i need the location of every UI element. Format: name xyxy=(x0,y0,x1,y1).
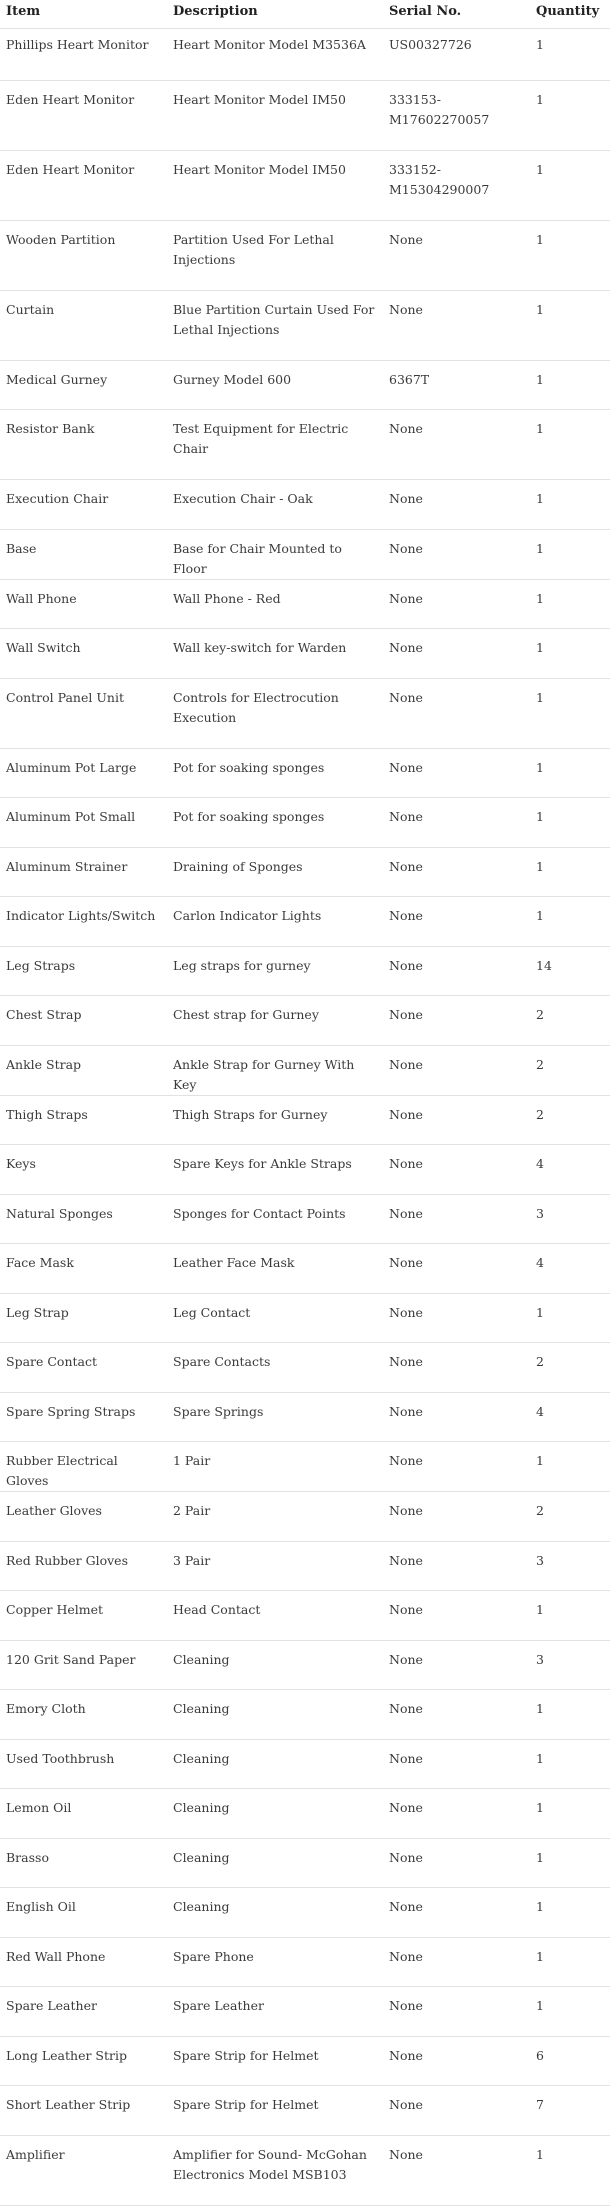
cell-quantity: 1 xyxy=(530,1838,610,1888)
cell-item: Brasso xyxy=(0,1838,167,1888)
cell-item: Leg Straps xyxy=(0,946,167,996)
cell-quantity: 1 xyxy=(530,1739,610,1789)
table-body xyxy=(0,28,610,2205)
cell-item: Execution Chair xyxy=(0,480,167,530)
table-row xyxy=(0,1690,610,1740)
table-row xyxy=(0,2135,610,2205)
table-row xyxy=(0,220,610,290)
cell-item: Wall Phone xyxy=(0,579,167,629)
cell-item: Long Leather Strip xyxy=(0,2036,167,2086)
table-row xyxy=(0,1045,610,1095)
cell-quantity: 1 xyxy=(530,290,610,360)
table-row xyxy=(0,748,610,798)
cell-description: Partition Used For Lethal Injections xyxy=(167,220,383,290)
cell-serial-no: None xyxy=(383,410,530,480)
table-row xyxy=(0,1640,610,1690)
cell-serial-no: None xyxy=(383,529,530,579)
table-row xyxy=(0,1888,610,1938)
table-row xyxy=(0,1838,610,1888)
cell-serial-no: None xyxy=(383,1392,530,1442)
cell-item: Ankle Strap xyxy=(0,1045,167,1095)
cell-description: Spare Strip for Helmet xyxy=(167,2036,383,2086)
cell-serial-no: None xyxy=(383,1541,530,1591)
cell-serial-no: None xyxy=(383,996,530,1046)
cell-quantity: 1 xyxy=(530,1937,610,1987)
cell-quantity: 3 xyxy=(530,1640,610,1690)
cell-quantity: 14 xyxy=(530,946,610,996)
cell-serial-no: None xyxy=(383,290,530,360)
cell-serial-no: None xyxy=(383,1244,530,1294)
cell-description: Amplifier for Sound- McGohan Electronics Model MSB103 xyxy=(167,2135,383,2205)
cell-item: Lemon Oil xyxy=(0,1789,167,1839)
cell-item: Red Rubber Gloves xyxy=(0,1541,167,1591)
cell-description: Pot for soaking sponges xyxy=(167,748,383,798)
cell-serial-no: None xyxy=(383,1095,530,1145)
cell-serial-no: None xyxy=(383,798,530,848)
cell-quantity: 2 xyxy=(530,1343,610,1393)
cell-description: Leg Contact xyxy=(167,1293,383,1343)
cell-description: Ankle Strap for Gurney With Key xyxy=(167,1045,383,1095)
cell-serial-no: None xyxy=(383,1640,530,1690)
cell-serial-no: 333152-M15304290007 xyxy=(383,150,530,220)
cell-item: Curtain xyxy=(0,290,167,360)
cell-serial-no: None xyxy=(383,1442,530,1492)
cell-quantity: 1 xyxy=(530,480,610,530)
table-row xyxy=(0,579,610,629)
table-row xyxy=(0,629,610,679)
cell-description: Cleaning xyxy=(167,1690,383,1740)
cell-quantity: 1 xyxy=(530,1789,610,1839)
cell-item: Base xyxy=(0,529,167,579)
cell-quantity: 1 xyxy=(530,847,610,897)
column-header-description: Description xyxy=(167,0,383,28)
cell-description: 3 Pair xyxy=(167,1541,383,1591)
cell-description: Thigh Straps for Gurney xyxy=(167,1095,383,1145)
table-row xyxy=(0,410,610,480)
cell-quantity: 1 xyxy=(530,1987,610,2037)
cell-description: Chest strap for Gurney xyxy=(167,996,383,1046)
cell-item: Keys xyxy=(0,1145,167,1195)
cell-description: Gurney Model 600 xyxy=(167,360,383,410)
cell-serial-no: None xyxy=(383,748,530,798)
cell-quantity: 1 xyxy=(530,1442,610,1492)
cell-quantity: 2 xyxy=(530,1095,610,1145)
cell-description: Spare Contacts xyxy=(167,1343,383,1393)
cell-quantity: 1 xyxy=(530,360,610,410)
cell-quantity: 2 xyxy=(530,1045,610,1095)
cell-description: Controls for Electrocution Execution xyxy=(167,678,383,748)
cell-description: Pot for soaking sponges xyxy=(167,798,383,848)
cell-serial-no: None xyxy=(383,1789,530,1839)
cell-quantity: 1 xyxy=(530,1591,610,1641)
cell-quantity: 1 xyxy=(530,150,610,220)
table-row xyxy=(0,1591,610,1641)
cell-item: Red Wall Phone xyxy=(0,1937,167,1987)
table-row xyxy=(0,1293,610,1343)
cell-item: Leg Strap xyxy=(0,1293,167,1343)
cell-serial-no: None xyxy=(383,1739,530,1789)
table-row xyxy=(0,1987,610,2037)
cell-quantity: 3 xyxy=(530,1194,610,1244)
cell-quantity: 1 xyxy=(530,1888,610,1938)
cell-item: Amplifier xyxy=(0,2135,167,2205)
cell-description: Spare Leather xyxy=(167,1987,383,2037)
cell-item: Aluminum Strainer xyxy=(0,847,167,897)
table-row xyxy=(0,360,610,410)
table-row xyxy=(0,1343,610,1393)
column-header-quantity: Quantity xyxy=(530,0,610,28)
cell-description: Sponges for Contact Points xyxy=(167,1194,383,1244)
cell-quantity: 4 xyxy=(530,1244,610,1294)
cell-serial-no: None xyxy=(383,1888,530,1938)
table-row xyxy=(0,80,610,150)
cell-serial-no: None xyxy=(383,2036,530,2086)
cell-description: Spare Strip for Helmet xyxy=(167,2086,383,2136)
table-row xyxy=(0,529,610,579)
cell-quantity: 1 xyxy=(530,897,610,947)
cell-quantity: 1 xyxy=(530,629,610,679)
cell-item: Aluminum Pot Large xyxy=(0,748,167,798)
cell-quantity: 7 xyxy=(530,2086,610,2136)
cell-serial-no: None xyxy=(383,1492,530,1542)
cell-item: English Oil xyxy=(0,1888,167,1938)
cell-description: 1 Pair xyxy=(167,1442,383,1492)
table-row xyxy=(0,946,610,996)
cell-description: Heart Monitor Model M3536A xyxy=(167,28,383,80)
cell-item: Aluminum Pot Small xyxy=(0,798,167,848)
cell-quantity: 1 xyxy=(530,748,610,798)
cell-item: Natural Sponges xyxy=(0,1194,167,1244)
cell-description: Cleaning xyxy=(167,1789,383,1839)
cell-quantity: 3 xyxy=(530,1541,610,1591)
table-row xyxy=(0,1442,610,1492)
cell-item: Thigh Straps xyxy=(0,1095,167,1145)
table-row xyxy=(0,2036,610,2086)
cell-serial-no: None xyxy=(383,2135,530,2205)
cell-item: Leather Gloves xyxy=(0,1492,167,1542)
cell-item: Rubber Electrical Gloves xyxy=(0,1442,167,1492)
cell-quantity: 2 xyxy=(530,996,610,1046)
cell-serial-no: None xyxy=(383,480,530,530)
cell-description: Head Contact xyxy=(167,1591,383,1641)
cell-description: Wall Phone - Red xyxy=(167,579,383,629)
table-row xyxy=(0,1392,610,1442)
cell-item: Spare Spring Straps xyxy=(0,1392,167,1442)
cell-quantity: 1 xyxy=(530,80,610,150)
cell-item: Chest Strap xyxy=(0,996,167,1046)
cell-description: Spare Phone xyxy=(167,1937,383,1987)
table-row xyxy=(0,847,610,897)
cell-item: Face Mask xyxy=(0,1244,167,1294)
cell-description: Spare Springs xyxy=(167,1392,383,1442)
cell-quantity: 6 xyxy=(530,2036,610,2086)
cell-quantity: 1 xyxy=(530,28,610,80)
cell-serial-no: 333153-M17602270057 xyxy=(383,80,530,150)
cell-description: Heart Monitor Model IM50 xyxy=(167,150,383,220)
table-row xyxy=(0,996,610,1046)
cell-description: Leather Face Mask xyxy=(167,1244,383,1294)
cell-serial-no: None xyxy=(383,1293,530,1343)
cell-quantity: 4 xyxy=(530,1145,610,1195)
cell-serial-no: None xyxy=(383,629,530,679)
table-row xyxy=(0,1492,610,1542)
cell-description: Cleaning xyxy=(167,1640,383,1690)
cell-description: Spare Keys for Ankle Straps xyxy=(167,1145,383,1195)
cell-description: Carlon Indicator Lights xyxy=(167,897,383,947)
cell-serial-no: None xyxy=(383,678,530,748)
cell-serial-no: None xyxy=(383,1591,530,1641)
cell-item: Eden Heart Monitor xyxy=(0,80,167,150)
cell-quantity: 1 xyxy=(530,579,610,629)
cell-serial-no: None xyxy=(383,1690,530,1740)
cell-serial-no: None xyxy=(383,847,530,897)
cell-description: Wall key-switch for Warden xyxy=(167,629,383,679)
cell-item: Emory Cloth xyxy=(0,1690,167,1740)
cell-quantity: 4 xyxy=(530,1392,610,1442)
cell-quantity: 1 xyxy=(530,529,610,579)
table-row xyxy=(0,1789,610,1839)
cell-serial-no: None xyxy=(383,1937,530,1987)
cell-serial-no: None xyxy=(383,1145,530,1195)
cell-item: Eden Heart Monitor xyxy=(0,150,167,220)
cell-item: Control Panel Unit xyxy=(0,678,167,748)
cell-item: Used Toothbrush xyxy=(0,1739,167,1789)
cell-item: Wall Switch xyxy=(0,629,167,679)
cell-description: Leg straps for gurney xyxy=(167,946,383,996)
cell-serial-no: None xyxy=(383,1045,530,1095)
cell-quantity: 1 xyxy=(530,1293,610,1343)
cell-description: Heart Monitor Model IM50 xyxy=(167,80,383,150)
cell-serial-no: None xyxy=(383,220,530,290)
cell-description: Test Equipment for Electric Chair xyxy=(167,410,383,480)
cell-serial-no: None xyxy=(383,897,530,947)
cell-serial-no: None xyxy=(383,579,530,629)
table-row xyxy=(0,1739,610,1789)
cell-description: Blue Partition Curtain Used For Lethal Injections xyxy=(167,290,383,360)
header-row xyxy=(0,0,610,28)
cell-serial-no: None xyxy=(383,946,530,996)
table-row xyxy=(0,798,610,848)
cell-serial-no: None xyxy=(383,1987,530,2037)
table-row xyxy=(0,897,610,947)
cell-description: Base for Chair Mounted to Floor xyxy=(167,529,383,579)
cell-description: Cleaning xyxy=(167,1739,383,1789)
column-header-serial-no: Serial No. xyxy=(383,0,530,28)
table-row xyxy=(0,1194,610,1244)
table-header xyxy=(0,0,610,28)
cell-serial-no: None xyxy=(383,1194,530,1244)
cell-serial-no: None xyxy=(383,1343,530,1393)
table-row xyxy=(0,290,610,360)
cell-description: Cleaning xyxy=(167,1888,383,1938)
cell-description: Draining of Sponges xyxy=(167,847,383,897)
table-row xyxy=(0,2086,610,2136)
cell-quantity: 1 xyxy=(530,798,610,848)
cell-quantity: 1 xyxy=(530,410,610,480)
table-row xyxy=(0,1244,610,1294)
cell-description: 2 Pair xyxy=(167,1492,383,1542)
cell-description: Cleaning xyxy=(167,1838,383,1888)
column-header-item: Item xyxy=(0,0,167,28)
table-row xyxy=(0,1095,610,1145)
cell-item: Copper Helmet xyxy=(0,1591,167,1641)
table-row xyxy=(0,480,610,530)
cell-item: Wooden Partition xyxy=(0,220,167,290)
cell-quantity: 1 xyxy=(530,678,610,748)
cell-item: Indicator Lights/Switch xyxy=(0,897,167,947)
table-row xyxy=(0,1145,610,1195)
cell-quantity: 1 xyxy=(530,220,610,290)
table-row xyxy=(0,1541,610,1591)
cell-item: Phillips Heart Monitor xyxy=(0,28,167,80)
cell-quantity: 1 xyxy=(530,2135,610,2205)
table-row xyxy=(0,150,610,220)
cell-item: Spare Leather xyxy=(0,1987,167,2037)
cell-item: Medical Gurney xyxy=(0,360,167,410)
table-row xyxy=(0,678,610,748)
cell-description: Execution Chair - Oak xyxy=(167,480,383,530)
cell-serial-no: US00327726 xyxy=(383,28,530,80)
cell-serial-no: 6367T xyxy=(383,360,530,410)
cell-item: Short Leather Strip xyxy=(0,2086,167,2136)
cell-quantity: 2 xyxy=(530,1492,610,1542)
cell-serial-no: None xyxy=(383,2086,530,2136)
cell-quantity: 1 xyxy=(530,1690,610,1740)
cell-serial-no: None xyxy=(383,1838,530,1888)
cell-item: Resistor Bank xyxy=(0,410,167,480)
table-row xyxy=(0,1937,610,1987)
cell-item: 120 Grit Sand Paper xyxy=(0,1640,167,1690)
table-row xyxy=(0,28,610,80)
cell-item: Spare Contact xyxy=(0,1343,167,1393)
